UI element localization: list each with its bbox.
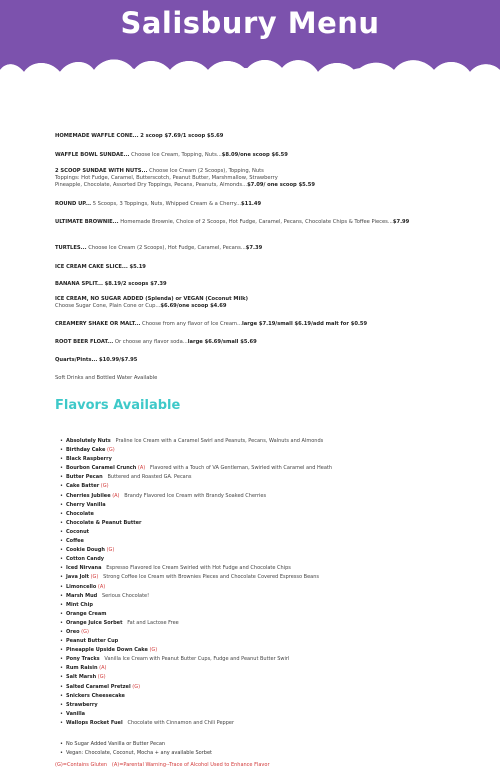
- flavor-item: [60, 528, 480, 537]
- menu-item-price: $7.09/ one scoop $5.59: [247, 182, 315, 188]
- flavor-item: [60, 546, 480, 555]
- flavor-description: Flavored with a Touch of VA Gentleman, Swirled with Caramel and Heath: [150, 465, 333, 472]
- flavor-tag: (G): [149, 647, 158, 654]
- menu-item-price: 2 scoop $7.69/1 scoop $5.69: [140, 133, 224, 139]
- menu-item-name: HOMEMADE WAFFLE CONE...: [55, 133, 139, 139]
- flavor-description: Strong Coffee Ice Cream with Brownies Pieces and Chocolate Covered Espresso Beans: [103, 574, 319, 581]
- flavor-name: Pony Tracks: [66, 656, 100, 663]
- flavor-item: [60, 692, 480, 701]
- flavor-tag: (A): [112, 492, 120, 499]
- menu-item-name: ROUND UP...: [55, 201, 92, 207]
- flavor-description: Brandy Flavored Ice Cream with Brandy Soaked Cherries: [124, 492, 267, 499]
- extra-flavor-description: : Chocolate, Coconut, Mocha + any available Sorbet: [81, 750, 212, 756]
- flavor-item: [60, 446, 480, 455]
- flavor-tag: (G): [90, 574, 99, 581]
- flavor-name: Rum Raisin: [66, 665, 98, 672]
- flavor-name: Bourbon Caramel Crunch: [66, 465, 137, 472]
- menu-item-name: 2 SCOOP SUNDAE WITH NUTS...: [55, 168, 148, 174]
- flavor-description: Fat and Lactose Free: [127, 619, 179, 626]
- menu-item-description: Choose Ice Cream (2 Scoops), Hot Fudge, Caramel, Pecans...: [88, 245, 246, 251]
- menu-item-detail: Choose Sugar Cone, Plain Cone or Cup...: [55, 303, 161, 309]
- menu-item-detail: Toppings: Hot Fudge, Caramel, Butterscotch, Peanut Butter, Marshmallow, Strawberry: [55, 175, 278, 181]
- flavor-item: [60, 473, 480, 482]
- menu-item-description: 5 Scoops, 3 Toppings, Nuts, Whipped Cream & a Cherry...: [92, 201, 242, 207]
- flavor-name: Coconut: [66, 528, 90, 535]
- menu-item: [55, 168, 475, 189]
- menu-item-name: TURTLES...: [55, 245, 87, 251]
- flavor-tag: (G): [132, 683, 141, 690]
- flavor-item: [60, 701, 480, 710]
- flavor-item: [60, 637, 480, 646]
- flavor-tag: (A): [97, 583, 106, 590]
- flavor-tag: (G): [97, 674, 106, 681]
- menu-item-description: Choose Ice Cream (2 Scoops), Topping, Nuts: [149, 168, 264, 174]
- flavor-name: Wallops Rocket Fuel: [66, 719, 123, 726]
- legend-gluten: (G)=Contains Gluten: [55, 762, 108, 768]
- flavor-tag: (G): [100, 483, 109, 490]
- flavor-item: [60, 592, 480, 601]
- flavor-name: Cherry Vanilla: [66, 501, 106, 508]
- flavor-item: [60, 719, 480, 728]
- flavor-item: [60, 464, 480, 473]
- flavor-name: Peanut Butter Cup: [66, 638, 119, 645]
- flavor-item: [60, 455, 480, 464]
- extra-flavor-name: No Sugar Added Vanilla or Butter Pecan: [66, 741, 166, 747]
- flavor-tag: (G): [81, 628, 89, 635]
- flavor-name: Snickers Cheesecake: [66, 692, 125, 699]
- menu-item-price: $7.39: [245, 245, 263, 251]
- legend: [55, 762, 270, 768]
- menu-item: [55, 281, 475, 288]
- flavor-item: [60, 619, 480, 628]
- menu-item: [55, 357, 475, 364]
- menu-item: [55, 133, 475, 140]
- flavor-item: [60, 683, 480, 692]
- menu-item-description: Choose Ice Cream, Topping, Nuts...: [131, 152, 222, 158]
- flavor-item: [60, 492, 480, 501]
- flavor-tag: (G): [106, 447, 115, 454]
- menu-item-detail: Pineapple, Chocolate, Assorted Dry Toppings, Pecans, Peanuts, Almonds...: [55, 182, 248, 188]
- menu-item-price: $6.69/one scoop $4.69: [160, 303, 227, 309]
- flavor-name: Chocolate: [66, 510, 94, 517]
- flavor-name: Iced Nirvana: [66, 565, 102, 572]
- flavor-tag: (A): [99, 665, 107, 672]
- menu-item-name: BANANA SPLIT...: [55, 281, 103, 287]
- menu-item-name: WAFFLE BOWL SUNDAE...: [55, 152, 130, 158]
- menu-item-name: ULTIMATE BROWNIE...: [55, 219, 119, 225]
- flavor-name: Limoncello: [66, 583, 97, 590]
- menu-item: [55, 375, 475, 382]
- flavor-item: [60, 510, 480, 519]
- menu-item-price: $7.99: [392, 219, 410, 225]
- flavor-item: [60, 655, 480, 664]
- flavor-name: Strawberry: [66, 701, 98, 708]
- flavor-name: Pineapple Upside Down Cake: [66, 647, 148, 654]
- flavor-item: [60, 564, 480, 573]
- menu-item-description: Soft Drinks and Bottled Water Available: [55, 375, 158, 381]
- flavor-item: [60, 482, 480, 491]
- menu-item: [55, 245, 475, 252]
- menu-item: [55, 201, 475, 208]
- flavor-name: Orange Cream: [66, 610, 107, 617]
- flavor-item: [60, 673, 480, 682]
- extra-flavor-name: Vegan: [66, 750, 82, 756]
- extra-flavor-item: [60, 740, 480, 749]
- menu-item: [55, 339, 475, 346]
- menu-item-price: large $6.69/small $5.69: [187, 339, 257, 345]
- page-header: [0, 0, 500, 120]
- flavor-name: Salted Caramel Pretzel: [66, 683, 131, 690]
- flavor-tag: (A): [137, 465, 146, 472]
- menu-item: [55, 321, 475, 328]
- flavor-item: [60, 710, 480, 719]
- flavor-name: Chocolate & Peanut Butter: [66, 519, 142, 526]
- flavor-name: Oreo: [66, 628, 80, 635]
- flavor-description: Vanilla Ice Cream with Peanut Butter Cups, Fudge and Peanut Butter Swirl: [104, 656, 290, 663]
- menu-item-description: Homemade Brownie, Choice of 2 Scoops, Hot Fudge, Caramel, Pecans, Chocolate Chips & Toffee Pieces...: [120, 219, 393, 225]
- flavor-name: Birthday Cake: [66, 447, 106, 454]
- flavor-item: [60, 501, 480, 510]
- menu-item-name: ROOT BEER FLOAT...: [55, 339, 114, 345]
- page-title: Salisbury Menu: [120, 6, 380, 40]
- menu-item-name: ICE CREAM CAKE SLICE...: [55, 264, 128, 270]
- menu-item-price: $8.19/2 scoops $7.39: [104, 281, 167, 287]
- menu-item-price: $10.99/$7.95: [99, 357, 138, 363]
- menu-item-name: Quarts/Pints...: [55, 357, 98, 363]
- flavor-item: [60, 601, 480, 610]
- menu-item-description: Or choose any flavor soda...: [114, 339, 188, 345]
- flavor-description: Praline Ice Cream with a Caramel Swirl and Peanuts, Pecans, Walnuts and Almonds: [115, 438, 324, 444]
- menu-item-price: large $7.19/small $6.19/add malt for $0.59: [242, 321, 368, 327]
- menu-item-price: $11.49: [241, 201, 262, 207]
- flavor-name: Absolutely Nuts: [66, 438, 111, 444]
- menu-item-description: Choose from any flavor of Ice Cream...: [141, 321, 243, 327]
- menu-item: [55, 296, 475, 310]
- flavor-name: Cake Batter: [66, 483, 100, 490]
- menu-item-price: $8.09/one scoop $6.59: [221, 152, 288, 158]
- flavor-name: Cherries Jubilee: [66, 492, 111, 499]
- flavor-name: Black Raspberry: [66, 456, 112, 463]
- extra-flavor-item: [60, 749, 480, 758]
- flavors-heading: Flavors Available: [55, 398, 181, 413]
- extra-flavor-list: [60, 740, 480, 758]
- menu-item: [55, 264, 475, 271]
- flavor-item: [60, 610, 480, 619]
- menu-item-name: CREAMERY SHAKE OR MALT...: [55, 321, 141, 327]
- flavor-name: Marsh Mud: [66, 592, 98, 599]
- flavor-item: [60, 628, 480, 637]
- flavor-tag: (G): [106, 547, 115, 554]
- flavor-description: Chocolate with Cinnamon and Chili Pepper: [127, 719, 235, 726]
- flavor-name: Coffee: [66, 538, 84, 545]
- flavor-name: Butter Pecan: [66, 474, 103, 481]
- menu-item: [55, 152, 475, 159]
- flavor-name: Java Jolt: [66, 574, 90, 581]
- legend-alcohol: (A)=Parental Warning--Trace of Alcohol Used to Enhance Flavor: [111, 762, 270, 768]
- flavor-name: Cookie Dough: [66, 547, 105, 554]
- flavor-name: Cotton Candy: [66, 556, 105, 563]
- menu-item-name: ICE CREAM, NO SUGAR ADDED (Splenda) or VEGAN (Coconut Milk): [55, 296, 248, 302]
- flavor-description: Espresso Flavored Ice Cream Swirled with Hot Fudge and Chocolate Chips: [106, 565, 291, 572]
- flavor-name: Orange Juice Sorbet: [66, 619, 123, 626]
- flavor-item: [60, 646, 480, 655]
- flavor-item: [60, 573, 480, 582]
- flavor-name: Salt Marsh: [66, 674, 97, 681]
- flavor-item: [60, 437, 480, 446]
- flavor-item: [60, 583, 480, 592]
- flavor-item: [60, 664, 480, 673]
- flavor-item: [60, 555, 480, 564]
- flavor-description: Serious Chocolate!: [102, 592, 150, 599]
- flavor-name: Vanilla: [66, 710, 86, 717]
- flavor-list: [60, 437, 480, 728]
- menu-item: [55, 219, 475, 226]
- flavor-item: [60, 537, 480, 546]
- flavor-description: Buttered and Roasted GA. Pecans: [107, 474, 192, 481]
- menu-item-price: $5.19: [129, 264, 146, 270]
- flavor-item: [60, 519, 480, 528]
- flavor-name: Mint Chip: [66, 601, 93, 608]
